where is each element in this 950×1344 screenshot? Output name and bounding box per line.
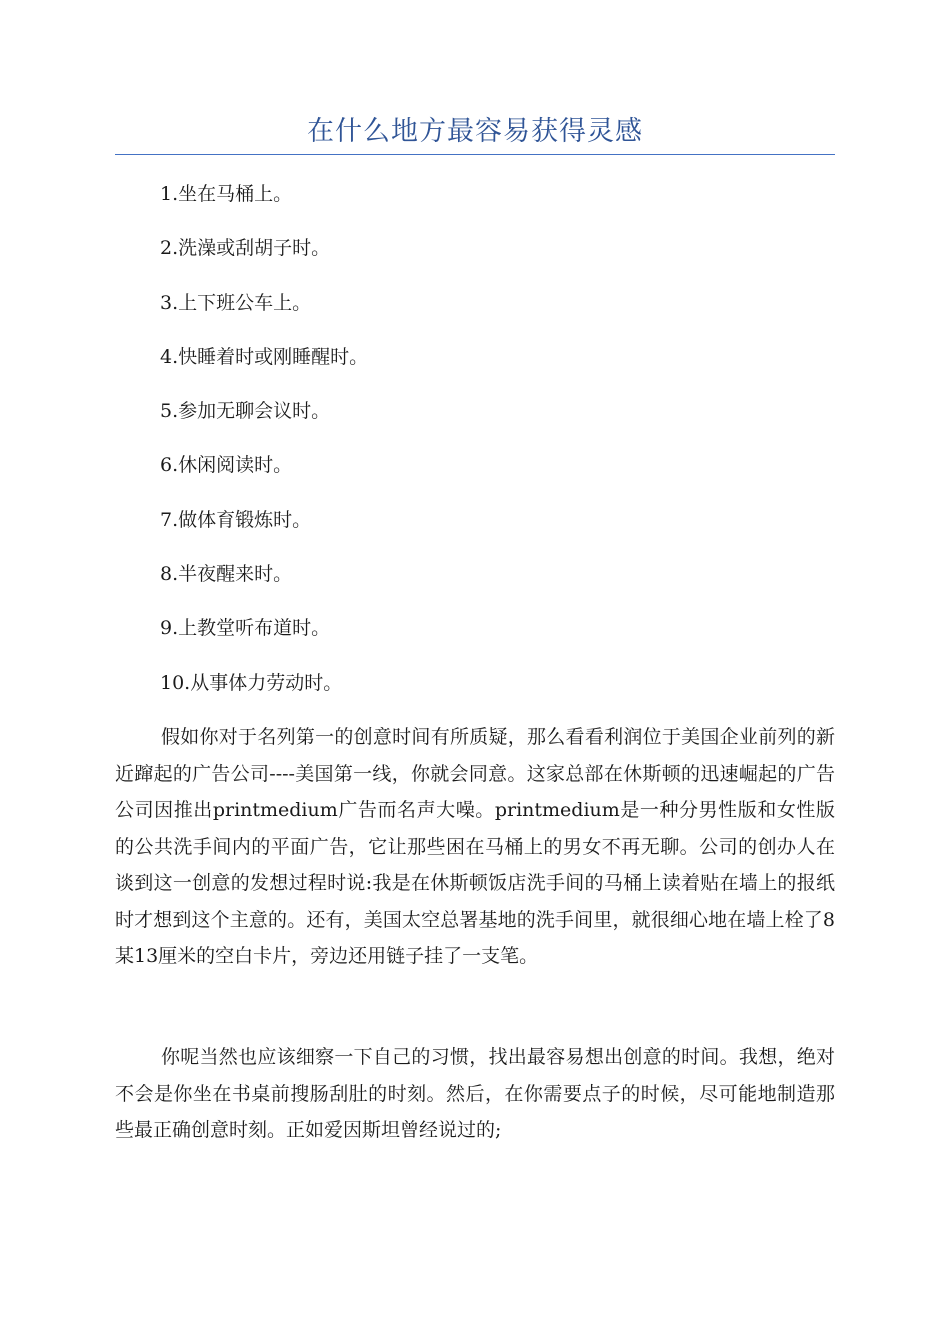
list-item: 5.参加无聊会议时。 (160, 400, 331, 423)
list-item: 2.洗澡或刮胡子时。 (160, 237, 331, 260)
list-item: 8.半夜醒来时。 (160, 563, 293, 586)
list-item: 10.从事体力劳动时。 (160, 671, 343, 694)
list-item: 9.上教堂听布道时。 (160, 617, 331, 640)
title-underline (115, 154, 835, 155)
list-item: 3.上下班公车上。 (160, 291, 312, 314)
body-paragraph: 假如你对于名列第一的创意时间有所质疑，那么看看利润位于美国企业前列的新近蹿起的广告公司----美国第一线，你就会同意。这家总部在休斯顿的迅速崛起的广告公司因推出printmedium广告而名声大噪。printmedium是一种分男性版和女性版的公共洗手间内的平面广告，它让那些困在马桶上的男女不再无聊。公司的创办人在谈到这一创意的发想过程时说:我是在休斯顿饭店洗手间的马桶上读着贴在墙上的报纸时才想到这个主意的。还有，美国太空总署基地的洗手间里，就很细心地在墙上栓了8某13厘米的空白卡片，旁边还用链子挂了一支笔。 (115, 726, 835, 967)
list-item: 7.做体育锻炼时。 (160, 508, 312, 531)
list-item: 4.快睡着时或刚睡醒时。 (160, 345, 369, 368)
inspiration-list (160, 176, 368, 719)
list-item: 6.休闲阅读时。 (160, 454, 293, 477)
document-title: 在什么地方最容易获得灵感 (307, 116, 643, 147)
body-paragraph: 你呢当然也应该细察一下自己的习惯，找出最容易想出创意的时间。我想，绝对不会是你坐在书桌前搜肠刮肚的时刻。然后，在你需要点子的时候，尽可能地制造那些最正确创意时刻。正如爱因斯坦曾经说过的; (115, 1046, 835, 1141)
list-item: 1.坐在马桶上。 (160, 183, 293, 205)
